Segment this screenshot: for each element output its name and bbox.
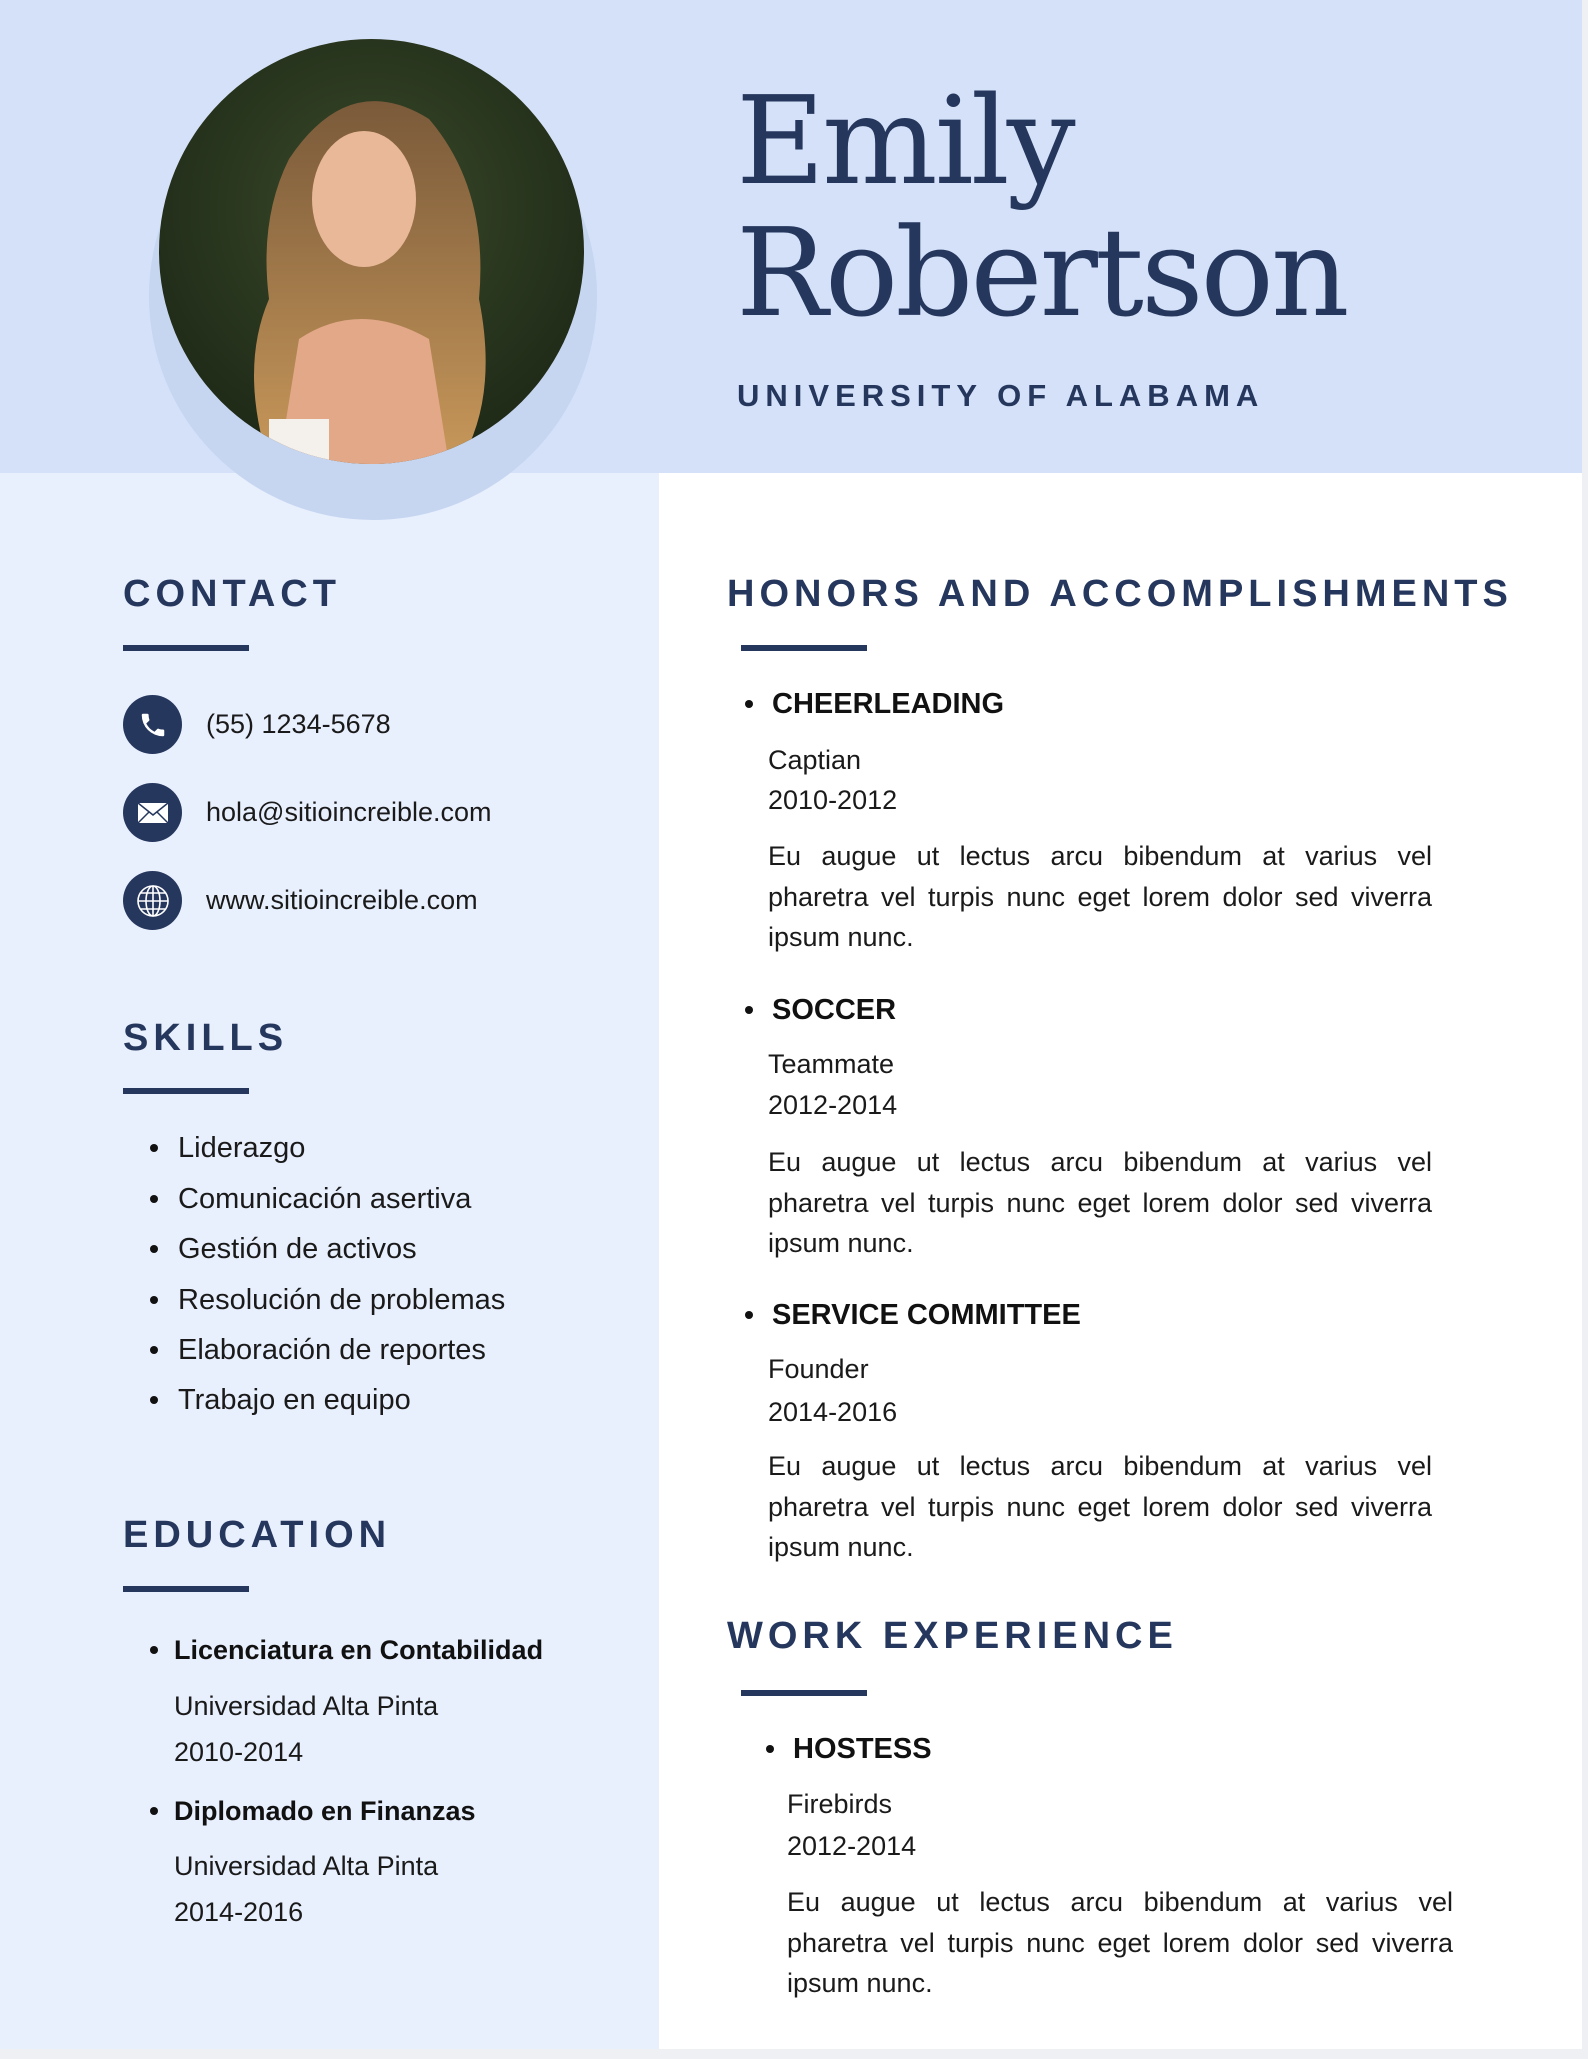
honor-years: 2012-2014 [768, 1090, 898, 1120]
bullet [745, 700, 753, 708]
profile-photo [159, 39, 584, 464]
education-years: 2014-2016 [174, 1897, 304, 1927]
honors-heading: HONORS AND ACCOMPLISHMENTS [727, 573, 1513, 615]
skill-item: Gestión de activos [178, 1233, 417, 1265]
bullet [150, 1296, 158, 1304]
phone-icon [123, 695, 182, 754]
skill-item: Resolución de problemas [178, 1284, 506, 1316]
heading-underline [123, 1088, 249, 1094]
last-name: Robertson [736, 202, 1347, 344]
heading-underline [123, 1586, 249, 1592]
email-icon [123, 783, 182, 842]
skills-heading: SKILLS [123, 1017, 289, 1059]
job-description: Eu augue ut lectus arcu bibendum at varius vel pharetra vel turpis nunc eget lorem dolor sed viverra ipsum nunc. [787, 1887, 1453, 1998]
honor-role: Founder [768, 1354, 869, 1384]
bullet [150, 1144, 158, 1152]
job-title: HOSTESS [793, 1733, 932, 1765]
phone-text: (55) 1234-5678 [206, 709, 391, 739]
education-school: Universidad Alta Pinta [174, 1691, 439, 1721]
website-link[interactable]: www.sitioincreible.com [206, 885, 478, 915]
heading-underline [123, 645, 249, 651]
job-years: 2012-2014 [787, 1831, 917, 1861]
contact-heading: CONTACT [123, 573, 341, 615]
skill-item: Trabajo en equipo [178, 1384, 411, 1416]
bullet [150, 1346, 158, 1354]
bullet [150, 1646, 158, 1654]
bullet [150, 1396, 158, 1404]
heading-underline [741, 645, 867, 651]
honor-description: Eu augue ut lectus arcu bibendum at varius vel pharetra vel turpis nunc eget lorem dolor sed viverra ipsum nunc. [768, 1451, 1432, 1562]
bullet [766, 1745, 774, 1753]
university: UNIVERSITY OF ALABAMA [737, 378, 1265, 413]
skill-item: Comunicación asertiva [178, 1183, 472, 1215]
education-degree: Licenciatura en Contabilidad [174, 1635, 544, 1665]
bullet [150, 1245, 158, 1253]
bullet [150, 1807, 158, 1815]
skill-item: Elaboración de reportes [178, 1334, 486, 1366]
email-link[interactable]: hola@sitioincreible.com [206, 797, 492, 827]
honor-title: CHEERLEADING [772, 688, 1005, 720]
honor-title: SOCCER [772, 994, 897, 1026]
globe-icon [123, 871, 182, 930]
job-employer: Firebirds [787, 1789, 893, 1819]
education-years: 2010-2014 [174, 1737, 304, 1767]
education-degree: Diplomado en Finanzas [174, 1796, 476, 1826]
education-school: Universidad Alta Pinta [174, 1851, 439, 1881]
bullet [150, 1195, 158, 1203]
bullet [745, 1006, 753, 1014]
honor-years: 2014-2016 [768, 1397, 898, 1427]
honor-title: SERVICE COMMITTEE [772, 1299, 1081, 1331]
honor-years: 2010-2012 [768, 785, 898, 815]
honor-description: Eu augue ut lectus arcu bibendum at varius vel pharetra vel turpis nunc eget lorem dolor sed viverra ipsum nunc. [768, 1147, 1432, 1258]
work-heading: WORK EXPERIENCE [727, 1615, 1178, 1657]
heading-underline [741, 1690, 867, 1696]
skill-item: Liderazgo [178, 1132, 306, 1164]
honor-description: Eu augue ut lectus arcu bibendum at varius vel pharetra vel turpis nunc eget lorem dolor sed viverra ipsum nunc. [768, 841, 1432, 952]
education-heading: EDUCATION [123, 1514, 392, 1556]
honor-role: Teammate [768, 1049, 895, 1079]
bullet [745, 1311, 753, 1319]
first-name: Emily [736, 70, 1073, 212]
honor-role: Captian [768, 745, 862, 775]
